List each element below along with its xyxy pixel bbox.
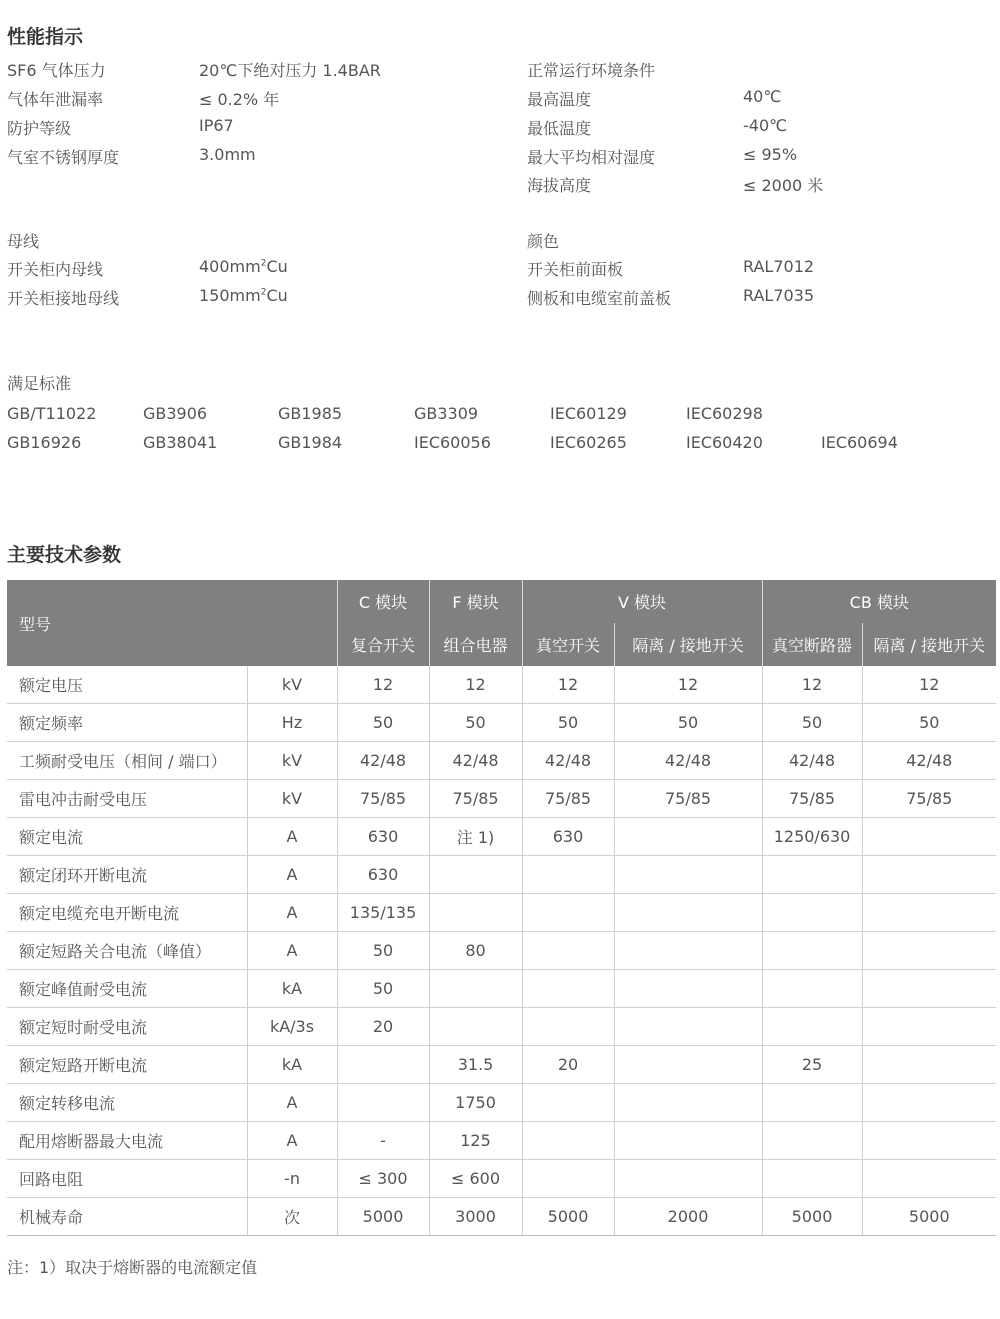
param-unit: A: [247, 894, 337, 932]
param-value: [862, 894, 996, 932]
param-value: [522, 970, 614, 1008]
param-value: 31.5: [429, 1046, 522, 1084]
header-sub: 组合电器: [429, 623, 522, 666]
param-value: 12: [429, 666, 522, 704]
param-name: 工频耐受电压（相间 / 端口）: [7, 742, 247, 780]
standards-heading: 满足标准: [7, 374, 72, 393]
table-row: [7, 742, 996, 780]
color-heading: 颜色: [527, 232, 560, 251]
param-name: 额定电流: [7, 818, 247, 856]
env-label: 最大平均相对湿度: [527, 148, 656, 167]
table-row: [7, 818, 996, 856]
param-value: [614, 818, 762, 856]
standard-item: IEC60420: [686, 433, 763, 452]
param-value: [614, 970, 762, 1008]
param-unit: -n: [247, 1160, 337, 1198]
env-heading: 正常运行环境条件: [527, 61, 656, 80]
standard-item: IEC60056: [414, 433, 491, 452]
param-value: [862, 856, 996, 894]
param-value: 50: [337, 970, 429, 1008]
busbar-value: $150mm^2Cu$: [199, 286, 288, 305]
param-value: [614, 1046, 762, 1084]
param-name: 额定峰值耐受电流: [7, 970, 247, 1008]
perf-label: 防护等级: [7, 119, 72, 138]
param-name: 额定短路关合电流（峰值）: [7, 932, 247, 970]
param-value: 2000: [614, 1198, 762, 1236]
param-value: [614, 1122, 762, 1160]
standard-item: GB38041: [143, 433, 218, 452]
param-value: [429, 970, 522, 1008]
table-row: [7, 894, 996, 932]
standard-item: IEC60265: [550, 433, 627, 452]
param-value: [522, 1084, 614, 1122]
param-value: [614, 894, 762, 932]
param-value: 135/135: [337, 894, 429, 932]
param-name: 配用熔断器最大电流: [7, 1122, 247, 1160]
param-value: 75/85: [522, 780, 614, 818]
param-value: [429, 856, 522, 894]
param-value: 12: [337, 666, 429, 704]
param-value: 42/48: [522, 742, 614, 780]
param-unit: Hz: [247, 704, 337, 742]
param-value: [762, 1122, 862, 1160]
table-row: [7, 1160, 996, 1198]
standard-item: GB16926: [7, 433, 82, 452]
param-value: 50: [862, 704, 996, 742]
table-row: [7, 1198, 996, 1236]
param-value: 25: [762, 1046, 862, 1084]
param-value: 42/48: [337, 742, 429, 780]
header-sub: 真空断路器: [762, 623, 862, 666]
param-value: [522, 932, 614, 970]
param-unit: kV: [247, 742, 337, 780]
param-value: [762, 932, 862, 970]
param-value: [762, 894, 862, 932]
param-name: 雷电冲击耐受电压: [7, 780, 247, 818]
busbar-value: $400mm^2Cu$: [199, 257, 288, 276]
table-row: [7, 666, 996, 704]
param-value: 630: [337, 856, 429, 894]
param-value: 12: [762, 666, 862, 704]
param-value: 42/48: [762, 742, 862, 780]
param-value: 5000: [337, 1198, 429, 1236]
table-row: [7, 1084, 996, 1122]
param-name: 额定电缆充电开断电流: [7, 894, 247, 932]
param-value: [614, 1008, 762, 1046]
param-value: 20: [337, 1008, 429, 1046]
param-unit: A: [247, 1122, 337, 1160]
color-value: RAL7012: [743, 257, 815, 276]
param-value: [614, 856, 762, 894]
table-row: [7, 1122, 996, 1160]
param-value: 75/85: [862, 780, 996, 818]
param-unit: kV: [247, 666, 337, 704]
param-name: 机械寿命: [7, 1198, 247, 1236]
param-value: 50: [429, 704, 522, 742]
header-sub: 隔离 / 接地开关: [862, 623, 996, 666]
header-sub: 复合开关: [337, 623, 429, 666]
param-name: 额定短路开断电流: [7, 1046, 247, 1084]
param-value: 5000: [862, 1198, 996, 1236]
busbar-label: 开关柜内母线: [7, 260, 104, 279]
param-value: 3000: [429, 1198, 522, 1236]
param-value: 75/85: [337, 780, 429, 818]
env-value: -40℃: [743, 116, 788, 135]
table-row: [7, 704, 996, 742]
param-value: 12: [862, 666, 996, 704]
param-value: [337, 1046, 429, 1084]
param-unit: kV: [247, 780, 337, 818]
header-sub: 真空开关: [522, 623, 614, 666]
param-value: [862, 1122, 996, 1160]
table-row: [7, 780, 996, 818]
param-value: 75/85: [762, 780, 862, 818]
param-value: [762, 970, 862, 1008]
param-value: [862, 1046, 996, 1084]
param-unit: A: [247, 856, 337, 894]
param-value: 50: [522, 704, 614, 742]
busbar-heading: 母线: [7, 232, 40, 251]
env-value: ≤ 95%: [743, 145, 798, 164]
param-value: 80: [429, 932, 522, 970]
env-value: 40℃: [743, 87, 782, 106]
param-value: [762, 856, 862, 894]
param-value: 125: [429, 1122, 522, 1160]
param-name: 额定闭环开断电流: [7, 856, 247, 894]
param-value: [862, 1008, 996, 1046]
table-row: [7, 1046, 996, 1084]
param-value: 75/85: [614, 780, 762, 818]
standard-item: GB/T11022: [7, 404, 97, 423]
header-model: 型号: [7, 580, 337, 666]
param-value: [337, 1084, 429, 1122]
param-value: 5000: [522, 1198, 614, 1236]
param-value: -: [337, 1122, 429, 1160]
param-value: 1750: [429, 1084, 522, 1122]
param-value: [762, 1084, 862, 1122]
param-value: 50: [337, 704, 429, 742]
param-value: 12: [522, 666, 614, 704]
param-value: 注 1): [429, 818, 522, 856]
env-label: 海拔高度: [527, 176, 592, 195]
param-value: 630: [337, 818, 429, 856]
perf-value: 20℃下绝对压力 1.4BAR: [199, 61, 381, 80]
header-c-module: C 模块: [337, 580, 429, 623]
param-value: [522, 894, 614, 932]
perf-label: 气体年泄漏率: [7, 90, 104, 109]
param-value: [862, 818, 996, 856]
param-value: [862, 1084, 996, 1122]
env-label: 最高温度: [527, 90, 592, 109]
tech-title: 主要技术参数: [7, 544, 122, 566]
color-label: 侧板和电缆室前盖板: [527, 289, 672, 308]
color-label: 开关柜前面板: [527, 260, 624, 279]
param-value: [614, 1160, 762, 1198]
standard-item: GB1984: [278, 433, 343, 452]
param-value: [862, 970, 996, 1008]
param-value: 5000: [762, 1198, 862, 1236]
table-row: [7, 856, 996, 894]
param-name: 额定电压: [7, 666, 247, 704]
standard-item: IEC60694: [821, 433, 898, 452]
perf-label: 气室不锈钢厚度: [7, 148, 120, 167]
param-value: 42/48: [429, 742, 522, 780]
standard-item: GB3906: [143, 404, 208, 423]
param-value: [614, 1084, 762, 1122]
performance-title: 性能指示: [7, 26, 84, 48]
param-name: 额定频率: [7, 704, 247, 742]
footnote: 注：1）取决于熔断器的电流额定值: [7, 1258, 258, 1277]
param-value: [522, 1122, 614, 1160]
param-unit: 次: [247, 1198, 337, 1236]
standard-item: IEC60298: [686, 404, 763, 423]
param-value: 50: [762, 704, 862, 742]
param-value: 50: [614, 704, 762, 742]
header-cb-module: CB 模块: [762, 580, 996, 623]
header-v-module: V 模块: [522, 580, 762, 623]
param-value: 12: [614, 666, 762, 704]
perf-value: 3.0mm: [199, 145, 256, 164]
table-row: [7, 932, 996, 970]
standard-item: GB1985: [278, 404, 343, 423]
param-value: [614, 932, 762, 970]
param-value: [862, 1160, 996, 1198]
param-value: 20: [522, 1046, 614, 1084]
param-unit: A: [247, 932, 337, 970]
param-value: ≤ 300: [337, 1160, 429, 1198]
param-value: 42/48: [862, 742, 996, 780]
tech-params-table: [7, 580, 996, 1236]
standard-item: IEC60129: [550, 404, 627, 423]
param-unit: A: [247, 1084, 337, 1122]
param-value: 75/85: [429, 780, 522, 818]
param-name: 额定转移电流: [7, 1084, 247, 1122]
header-f-module: F 模块: [429, 580, 522, 623]
param-value: ≤ 600: [429, 1160, 522, 1198]
param-name: 回路电阻: [7, 1160, 247, 1198]
param-unit: kA: [247, 1046, 337, 1084]
env-value: ≤ 2000 米: [743, 176, 824, 195]
param-name: 额定短时耐受电流: [7, 1008, 247, 1046]
param-value: [429, 1008, 522, 1046]
param-value: [429, 894, 522, 932]
param-value: [762, 1008, 862, 1046]
param-value: 630: [522, 818, 614, 856]
table-row: [7, 970, 996, 1008]
param-value: 42/48: [614, 742, 762, 780]
perf-value: IP67: [199, 116, 234, 135]
param-value: [522, 856, 614, 894]
param-value: [522, 1160, 614, 1198]
perf-label: SF6 气体压力: [7, 61, 106, 80]
color-value: RAL7035: [743, 286, 815, 305]
param-unit: kA/3s: [247, 1008, 337, 1046]
perf-value: ≤ 0.2% 年: [199, 90, 280, 109]
param-value: [762, 1160, 862, 1198]
param-unit: kA: [247, 970, 337, 1008]
busbar-label: 开关柜接地母线: [7, 289, 120, 308]
standard-item: GB3309: [414, 404, 479, 423]
param-unit: A: [247, 818, 337, 856]
param-value: 50: [337, 932, 429, 970]
header-sub: 隔离 / 接地开关: [614, 623, 762, 666]
env-label: 最低温度: [527, 119, 592, 138]
param-value: [862, 932, 996, 970]
param-value: [522, 1008, 614, 1046]
table-row: [7, 1008, 996, 1046]
param-value: 1250/630: [762, 818, 862, 856]
